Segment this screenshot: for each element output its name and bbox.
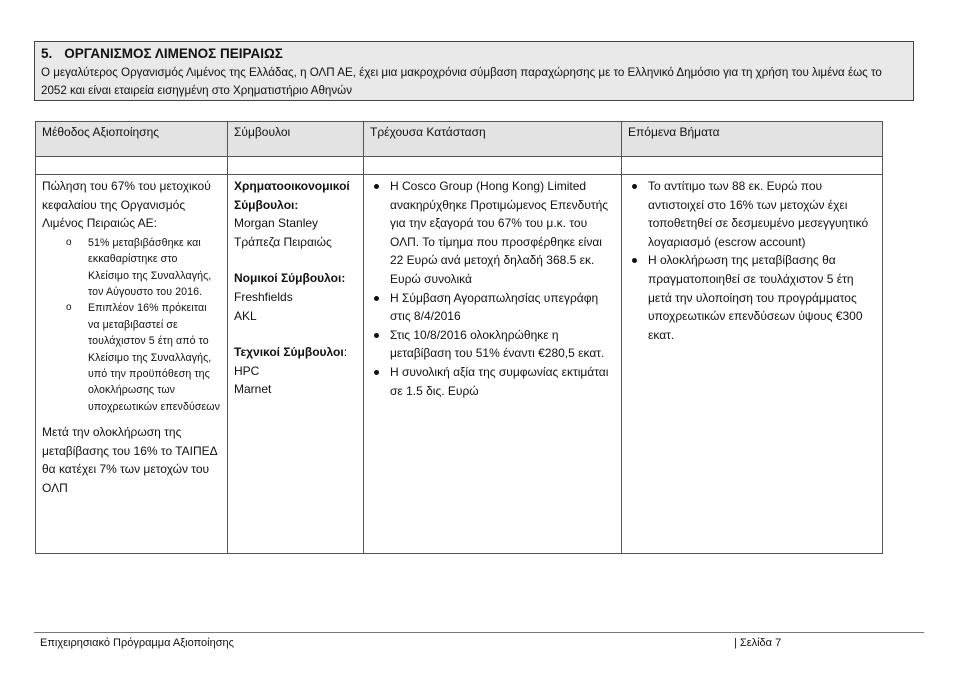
financial-advisors bbox=[234, 177, 357, 251]
method-sub-list bbox=[42, 235, 221, 415]
method-intro: Πώληση του 67% του μετοχικού κεφαλαίου της Οργανισμός Λιμένος Πειραιώς ΑΕ: bbox=[42, 179, 211, 231]
method-cell bbox=[36, 175, 228, 554]
advisor-name: AKL bbox=[234, 308, 257, 323]
footer-page-number: | Σελίδα 7 bbox=[734, 637, 782, 649]
privatization-table bbox=[35, 121, 883, 554]
list-item: o Επιπλέον 16% πρόκειται να μεταβιβαστεί σε τουλάχιστον 5 έτη από το Κλείσιμο της Συναλλαγής, υπό την προϋπόθεση της ολοκλήρωσης των υποχρεωτικών επενδύσεων bbox=[66, 302, 221, 413]
footer-document-title: Επιχειρησιακό Πρόγραμμα Αξιοποίησης bbox=[40, 637, 234, 649]
table-spacer-row bbox=[36, 157, 883, 175]
list-item: Η Cosco Group (Hong Kong) Limited ανακηρύχθηκε Προτιμώμενος Επενδυτής για την εξαγορά του 67% του μ.κ. του ΟΛΠ. Το τίμημα που προσφέρθηκε είναι 22 Ευρώ ανά μετοχή δηλαδή 368.5 εκ. Ευρώ συνολικά bbox=[370, 177, 615, 289]
header-next-steps: Επόμενα Βήματα bbox=[622, 122, 883, 157]
advisor-name: Morgan Stanley bbox=[234, 216, 319, 231]
legal-advisors-heading: Νομικοί Σύμβουλοι: bbox=[234, 271, 346, 286]
financial-advisors-heading-2: Σύμβουλοι: bbox=[234, 197, 299, 212]
list-item: Η Σύμβαση Αγοραπωλησίας υπεγράφη στις 8/4/2016 bbox=[370, 289, 615, 326]
section-number: 5. bbox=[41, 46, 53, 61]
status-list bbox=[370, 177, 615, 400]
bullet-icon bbox=[632, 258, 637, 263]
bullet-icon bbox=[374, 370, 379, 375]
section-header-box bbox=[34, 41, 914, 101]
advisor-name: HPC bbox=[234, 363, 260, 378]
method-outro: Μετά την ολοκλήρωση της μεταβίβασης του 16% το ΤΑΙΠΕΔ θα κατέχει 7% των μετοχών του ΟΛΠ bbox=[42, 425, 218, 496]
list-item: Στις 10/8/2016 ολοκληρώθηκε η μεταβίβαση του 51% έναντι €280,5 εκατ. bbox=[370, 326, 615, 363]
list-item: Η συνολική αξία της συμφωνίας εκτιμάται σε 1.5 δις. Ευρώ bbox=[370, 363, 615, 400]
section-title-text: ΟΡΓΑΝΙΣΜΟΣ ΛΙΜΕΝΟΣ ΠΕΙΡΑΙΩΣ bbox=[64, 46, 283, 61]
advisor-name: Freshfields bbox=[234, 289, 293, 304]
footer-divider bbox=[34, 632, 924, 633]
bullet-icon bbox=[374, 296, 379, 301]
list-item: o 51% μεταβιβάσθηκε και εκκαθαρίστηκε στο Κλείσιμο της Συναλλαγής, τον Αύγουστο του 2016. bbox=[66, 236, 212, 298]
bullet-icon bbox=[374, 333, 379, 338]
header-status: Τρέχουσα Κατάσταση bbox=[364, 122, 622, 157]
next-steps-cell bbox=[622, 175, 883, 554]
next-steps-list bbox=[628, 177, 876, 344]
header-method: Μέθοδος Αξιοποίησης bbox=[36, 122, 228, 157]
section-description: Ο μεγαλύτερος Οργανισμός Λιμένος της Ελλάδας, η ΟΛΠ ΑΕ, έχει μια μακροχρόνια σύμβαση παραχώρησης με το Ελληνικό Δημόσιο για τη χρήση του λιμένα έως το 2052 και είναι εταιρεία εισηγμένη στο Χρηματιστήριο Αθηνών bbox=[41, 66, 882, 97]
financial-advisors-heading: Χρηματοοικονομικοί bbox=[234, 179, 350, 193]
section-title bbox=[41, 45, 907, 63]
bullet-icon bbox=[632, 184, 637, 189]
legal-advisors bbox=[234, 269, 357, 325]
status-cell bbox=[364, 175, 622, 554]
technical-advisors-heading: Τεχνικοί Σύμβουλοι: bbox=[234, 345, 348, 360]
table-row bbox=[36, 175, 883, 554]
bullet-icon bbox=[374, 184, 379, 189]
header-advisors: Σύμβουλοι bbox=[228, 122, 364, 157]
advisor-name: Marnet bbox=[234, 382, 272, 397]
advisors-cell bbox=[228, 175, 364, 554]
list-item: Η ολοκλήρωση της μεταβίβασης θα πραγματοποιηθεί σε τουλάχιστον 5 έτη μετά την υλοποίηση του προγράμματος υποχρεωτικών επενδύσεων ύψους €300 εκατ. bbox=[628, 251, 876, 344]
advisor-name: Τράπεζα Πειραιώς bbox=[234, 234, 332, 249]
technical-advisors bbox=[234, 343, 357, 399]
table-header-row bbox=[36, 122, 883, 157]
list-item: Το αντίτιμο των 88 εκ. Ευρώ που αντιστοιχεί στο 16% των μετοχών έχει τοποθετηθεί σε δεσμευμένο μεσεγγυητικό λογαριασμό (escrow account) bbox=[628, 177, 876, 251]
